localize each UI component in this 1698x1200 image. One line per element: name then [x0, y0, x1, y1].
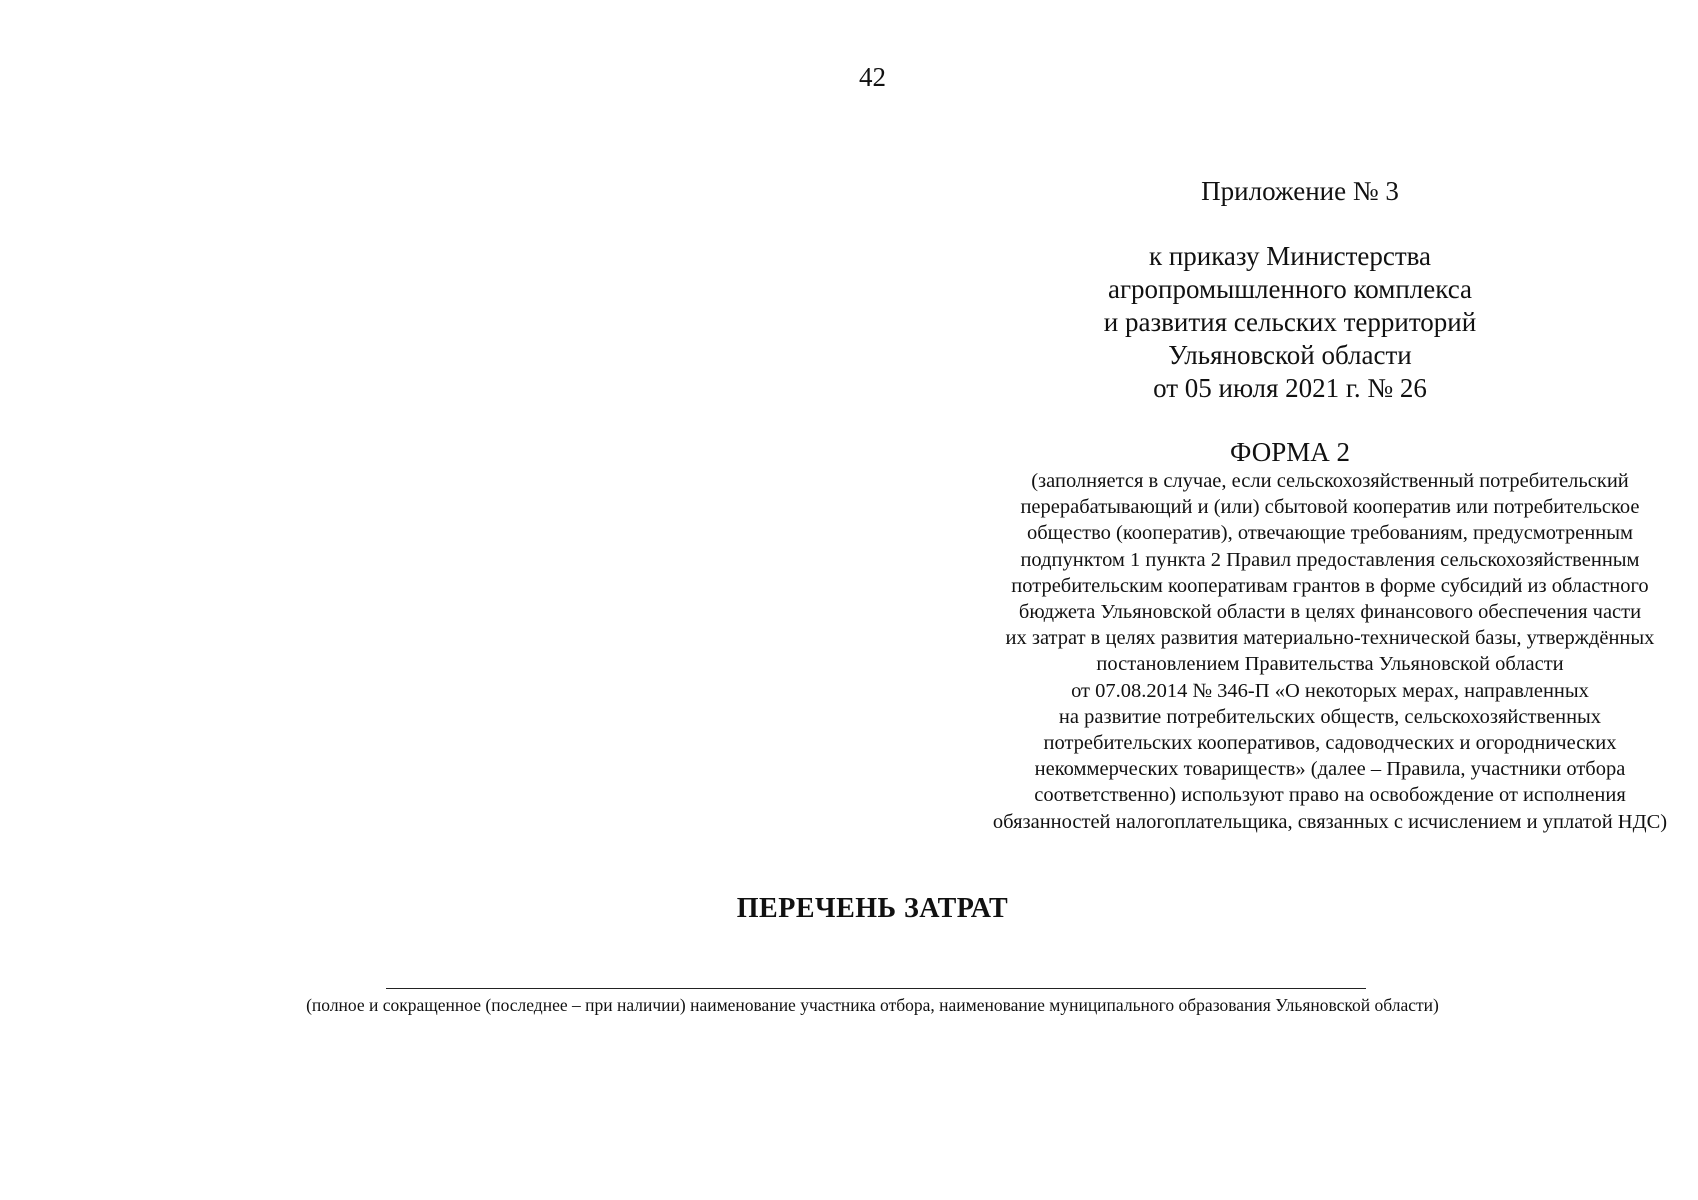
form-note-line: потребительских кооперативов, садоводческих и огороднических: [1043, 732, 1617, 755]
form-note-line: на развитие потребительских обществ, сельскохозяйственных: [1058, 705, 1602, 728]
form-note-line: общество (кооператив), отвечающие требованиям, предусмотренным: [1026, 522, 1634, 545]
participant-name-caption: (полное и сокращенное (последнее – при наличии) наименование участника отбора, наименование муниципального образования Ульяновской области): [306, 995, 1439, 1015]
form-note: [860, 468, 1698, 835]
form-title: ФОРМА 2: [1230, 437, 1350, 467]
order-line: агропромышленного комплекса: [1108, 274, 1472, 304]
form-note-line: соответственно) используют право на освобождение от исполнения: [1034, 784, 1626, 807]
page-number: 42: [859, 62, 886, 92]
form-note-line: обязанностей налогоплательщика, связанных с исчислением и уплатой НДС): [992, 810, 1668, 833]
participant-name-fill-line: [386, 988, 1366, 989]
form-note-line: от 07.08.2014 № 346-П «О некоторых мерах, направленных: [1071, 679, 1589, 702]
order-line: от 05 июля 2021 г. № 26: [1153, 373, 1427, 403]
form-note-line: (заполняется в случае, если сельскохозяйственный потребительский: [1031, 470, 1629, 492]
order-line: к приказу Министерства: [1148, 241, 1432, 271]
form-note-line: их затрат в целях развития материально-технической базы, утверждённых: [1005, 627, 1655, 650]
form-note-line: подпунктом 1 пункта 2 Правил предоставления сельскохозяйственным: [1020, 548, 1640, 571]
appendix-title: Приложение № 3: [1201, 176, 1399, 206]
form-note-line: некоммерческих товариществ» (далее – Правила, участники отбора: [1034, 758, 1626, 781]
main-title: ПЕРЕЧЕНЬ ЗАТРАТ: [736, 893, 1009, 924]
form-note-line: бюджета Ульяновской области в целях финансового обеспечения части: [1018, 601, 1642, 624]
form-note-line: потребительским кооперативам грантов в форме субсидий из областного: [1011, 574, 1649, 597]
form-note-line: постановлением Правительства Ульяновской области: [1096, 653, 1564, 676]
order-line: Ульяновской области: [1168, 340, 1412, 370]
order-reference: [1040, 240, 1540, 405]
order-line: и развития сельских территорий: [1103, 307, 1477, 337]
form-note-line: перерабатывающий и (или) сбытовой кооператив или потребительское: [1020, 496, 1640, 519]
